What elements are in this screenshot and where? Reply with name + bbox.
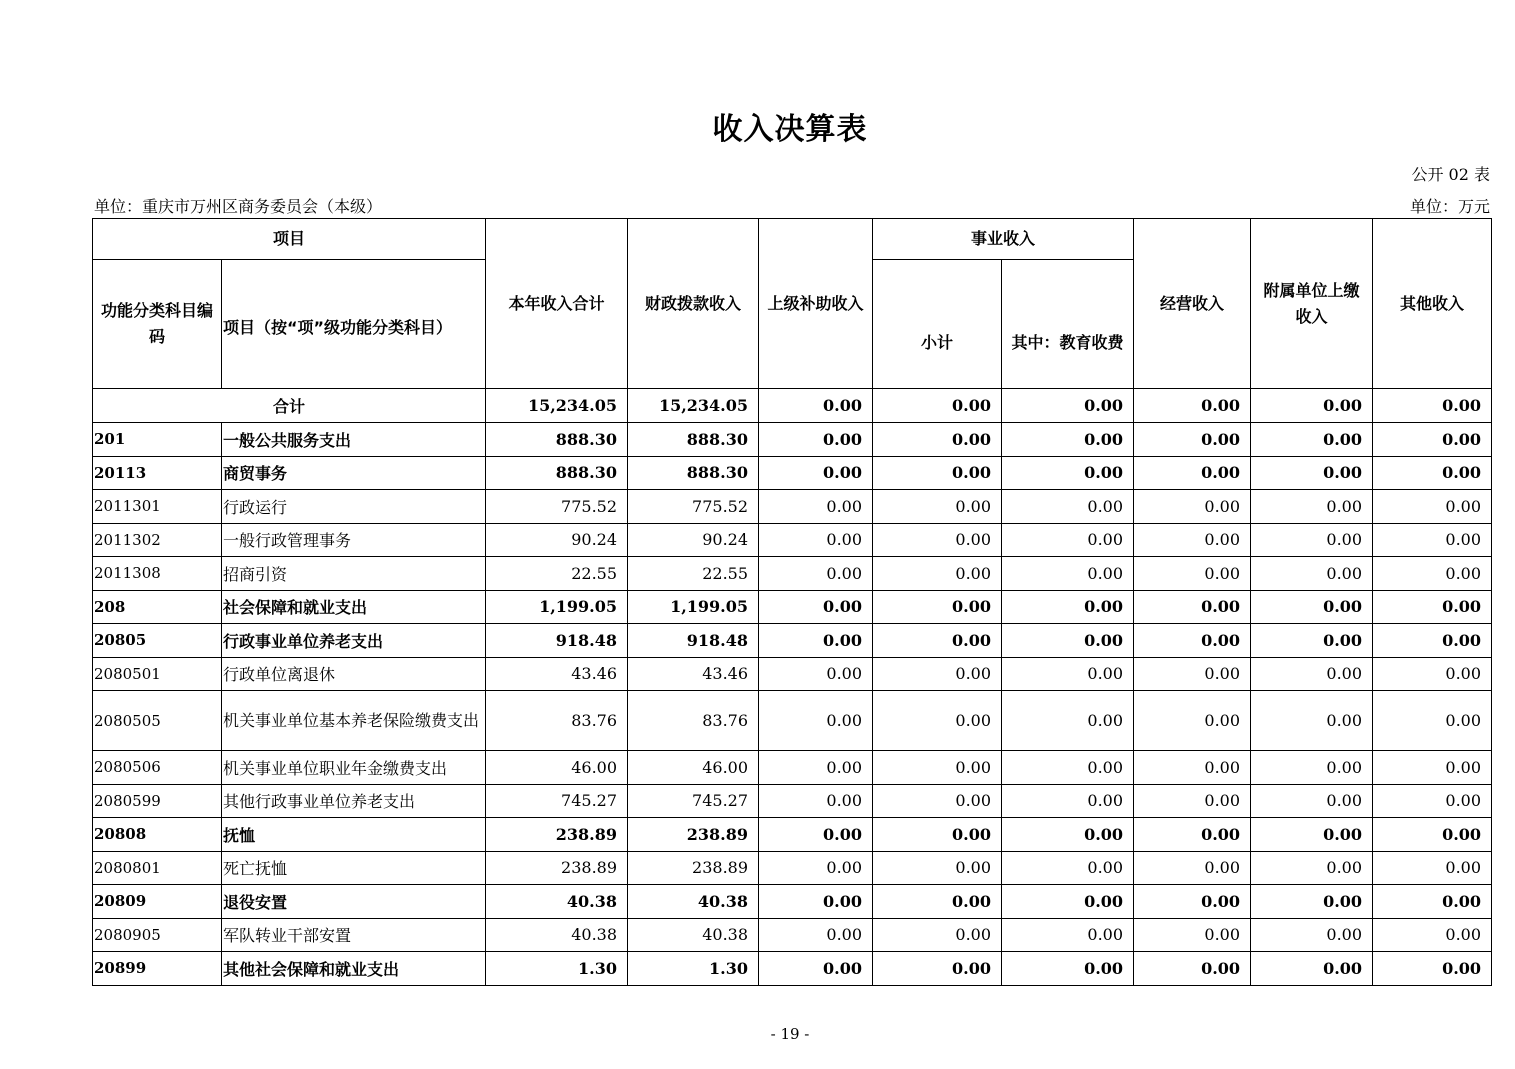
- row-value: 90.24: [486, 523, 628, 557]
- row-value: 90.24: [628, 523, 759, 557]
- row-value: 0.00: [1134, 751, 1251, 785]
- row-value: 918.48: [486, 624, 628, 658]
- row-name: 社会保障和就业支出: [222, 590, 486, 624]
- row-value: 0.00: [759, 851, 873, 885]
- row-value: 0.00: [1134, 590, 1251, 624]
- row-value: 0.00: [1251, 751, 1373, 785]
- table-row: [93, 818, 1492, 852]
- header-subtotal: 小计: [873, 260, 1002, 389]
- row-code: 20113: [93, 456, 222, 490]
- row-value: 0.00: [873, 952, 1002, 986]
- row-value: 0.00: [873, 784, 1002, 818]
- income-table: [92, 218, 1492, 986]
- row-value: 0.00: [1373, 885, 1492, 919]
- row-value: 0.00: [1002, 751, 1134, 785]
- row-value: 0.00: [1002, 490, 1134, 524]
- row-value: 0.00: [1251, 691, 1373, 751]
- row-value: 0.00: [1373, 523, 1492, 557]
- total-cell: 15,234.05: [628, 389, 759, 423]
- row-value: 0.00: [1002, 523, 1134, 557]
- row-value: 0.00: [759, 456, 873, 490]
- table-row: [93, 423, 1492, 457]
- row-value: 0.00: [873, 523, 1002, 557]
- table-row: [93, 657, 1492, 691]
- row-value: 22.55: [486, 557, 628, 591]
- row-value: 0.00: [1134, 691, 1251, 751]
- row-value: 1.30: [486, 952, 628, 986]
- total-cell: 0.00: [1134, 389, 1251, 423]
- row-value: 0.00: [1373, 490, 1492, 524]
- row-value: 0.00: [873, 818, 1002, 852]
- row-value: 0.00: [1251, 851, 1373, 885]
- row-value: 46.00: [628, 751, 759, 785]
- row-value: 0.00: [1134, 423, 1251, 457]
- row-code: 20805: [93, 624, 222, 658]
- row-code: 2080905: [93, 918, 222, 952]
- table-row: [93, 456, 1492, 490]
- row-value: 0.00: [1251, 624, 1373, 658]
- row-value: 0.00: [1002, 624, 1134, 658]
- row-value: 43.46: [486, 657, 628, 691]
- row-value: 0.00: [759, 624, 873, 658]
- row-value: 0.00: [1134, 657, 1251, 691]
- row-value: 0.00: [1002, 423, 1134, 457]
- row-code: 2080599: [93, 784, 222, 818]
- row-value: 0.00: [1373, 751, 1492, 785]
- row-value: 0.00: [1002, 851, 1134, 885]
- header-name: 项目（按“项”级功能分类科目）: [222, 260, 486, 389]
- row-value: 888.30: [486, 423, 628, 457]
- table-row: [93, 490, 1492, 524]
- row-code: 208: [93, 590, 222, 624]
- row-value: 0.00: [1373, 423, 1492, 457]
- row-value: 0.00: [1373, 624, 1492, 658]
- row-value: 0.00: [1373, 918, 1492, 952]
- row-code: 201: [93, 423, 222, 457]
- row-value: 0.00: [1251, 918, 1373, 952]
- row-value: 888.30: [486, 456, 628, 490]
- row-value: 0.00: [1373, 851, 1492, 885]
- row-value: 0.00: [1373, 952, 1492, 986]
- row-value: 888.30: [628, 456, 759, 490]
- row-code: 20809: [93, 885, 222, 919]
- row-value: 0.00: [1134, 456, 1251, 490]
- row-value: 0.00: [1251, 657, 1373, 691]
- row-value: 0.00: [759, 784, 873, 818]
- page-title: 收入决算表: [712, 112, 868, 147]
- header-edu-fee: 其中：教育收费: [1002, 260, 1134, 389]
- row-value: 0.00: [1002, 784, 1134, 818]
- header-business: 事业收入: [873, 219, 1134, 260]
- row-value: 83.76: [486, 691, 628, 751]
- row-value: 0.00: [1134, 918, 1251, 952]
- header-code: 功能分类科目编码: [93, 260, 222, 389]
- row-value: 0.00: [1134, 557, 1251, 591]
- row-name: 行政单位离退休: [222, 657, 486, 691]
- header-superior: 上级补助收入: [759, 219, 873, 389]
- row-value: 1,199.05: [486, 590, 628, 624]
- row-value: 40.38: [486, 885, 628, 919]
- row-value: 0.00: [1373, 456, 1492, 490]
- row-value: 0.00: [1134, 523, 1251, 557]
- row-name: 军队转业干部安置: [222, 918, 486, 952]
- row-value: 918.48: [628, 624, 759, 658]
- table-row: [93, 557, 1492, 591]
- row-value: 0.00: [873, 557, 1002, 591]
- row-value: 0.00: [759, 751, 873, 785]
- row-name: 一般行政管理事务: [222, 523, 486, 557]
- total-cell: 0.00: [873, 389, 1002, 423]
- unit-currency: 单位：万元: [1409, 197, 1490, 216]
- row-value: 0.00: [873, 691, 1002, 751]
- row-value: 0.00: [873, 490, 1002, 524]
- total-cell: 0.00: [1373, 389, 1492, 423]
- row-value: 0.00: [873, 624, 1002, 658]
- row-value: 0.00: [873, 590, 1002, 624]
- unit-organization: 单位：重庆市万州区商务委员会（本级）: [94, 197, 383, 216]
- row-value: 0.00: [873, 423, 1002, 457]
- row-value: 0.00: [1373, 557, 1492, 591]
- header-total-income: 本年收入合计: [486, 219, 628, 389]
- row-value: 0.00: [759, 423, 873, 457]
- header-operating: 经营收入: [1134, 219, 1251, 389]
- row-value: 83.76: [628, 691, 759, 751]
- row-name: 其他行政事业单位养老支出: [222, 784, 486, 818]
- header-affiliate: 附属单位上缴收入: [1251, 219, 1373, 389]
- row-value: 22.55: [628, 557, 759, 591]
- table-row: [93, 624, 1492, 658]
- row-code: 2011308: [93, 557, 222, 591]
- row-name: 行政运行: [222, 490, 486, 524]
- row-code: 2080505: [93, 691, 222, 751]
- row-value: 0.00: [873, 456, 1002, 490]
- row-value: 0.00: [873, 885, 1002, 919]
- table-row: [93, 590, 1492, 624]
- row-value: 0.00: [1251, 490, 1373, 524]
- row-name: 死亡抚恤: [222, 851, 486, 885]
- row-value: 0.00: [1002, 456, 1134, 490]
- row-value: 43.46: [628, 657, 759, 691]
- row-value: 0.00: [1134, 624, 1251, 658]
- table-row: [93, 918, 1492, 952]
- row-value: 0.00: [759, 657, 873, 691]
- row-value: 0.00: [1134, 885, 1251, 919]
- row-value: 0.00: [759, 523, 873, 557]
- total-cell: 0.00: [759, 389, 873, 423]
- row-value: 0.00: [1251, 784, 1373, 818]
- page-number: - 19 -: [770, 1025, 810, 1043]
- row-value: 0.00: [1251, 952, 1373, 986]
- header-project: 项目: [93, 219, 486, 260]
- row-value: 0.00: [1134, 490, 1251, 524]
- row-value: 0.00: [1251, 885, 1373, 919]
- row-name: 退役安置: [222, 885, 486, 919]
- row-value: 0.00: [1251, 818, 1373, 852]
- row-value: 0.00: [1251, 423, 1373, 457]
- total-cell: 0.00: [1251, 389, 1373, 423]
- row-value: 0.00: [759, 557, 873, 591]
- row-value: 0.00: [759, 691, 873, 751]
- row-value: 0.00: [759, 590, 873, 624]
- row-value: 0.00: [1002, 691, 1134, 751]
- header-other: 其他收入: [1373, 219, 1492, 389]
- row-value: 0.00: [759, 885, 873, 919]
- row-value: 0.00: [873, 751, 1002, 785]
- row-value: 0.00: [1134, 818, 1251, 852]
- row-value: 0.00: [759, 918, 873, 952]
- row-value: 238.89: [486, 851, 628, 885]
- row-value: 238.89: [628, 851, 759, 885]
- row-code: 2080501: [93, 657, 222, 691]
- row-name: 其他社会保障和就业支出: [222, 952, 486, 986]
- row-value: 0.00: [1373, 691, 1492, 751]
- row-value: 775.52: [486, 490, 628, 524]
- row-code: 20808: [93, 818, 222, 852]
- row-code: 2011301: [93, 490, 222, 524]
- row-value: 0.00: [1002, 818, 1134, 852]
- table-row: [93, 952, 1492, 986]
- total-row: [93, 389, 1492, 423]
- row-value: 40.38: [486, 918, 628, 952]
- row-value: 0.00: [873, 851, 1002, 885]
- row-value: 0.00: [873, 657, 1002, 691]
- row-value: 0.00: [1002, 590, 1134, 624]
- row-value: 238.89: [628, 818, 759, 852]
- row-value: 0.00: [873, 918, 1002, 952]
- row-name: 招商引资: [222, 557, 486, 591]
- row-value: 0.00: [1134, 851, 1251, 885]
- total-cell: 15,234.05: [486, 389, 628, 423]
- row-value: 0.00: [1134, 784, 1251, 818]
- row-name: 机关事业单位职业年金缴费支出: [222, 751, 486, 785]
- row-value: 0.00: [1251, 590, 1373, 624]
- total-label: 合计: [93, 389, 486, 423]
- row-value: 46.00: [486, 751, 628, 785]
- row-value: 0.00: [1251, 456, 1373, 490]
- row-value: 40.38: [628, 918, 759, 952]
- total-cell: 0.00: [1002, 389, 1134, 423]
- row-name: 机关事业单位基本养老保险缴费支出: [222, 691, 486, 751]
- row-value: 40.38: [628, 885, 759, 919]
- header-fiscal: 财政拨款收入: [628, 219, 759, 389]
- table-row: [93, 523, 1492, 557]
- table-row: [93, 751, 1492, 785]
- row-code: 2011302: [93, 523, 222, 557]
- row-value: 0.00: [759, 490, 873, 524]
- row-value: 0.00: [1373, 657, 1492, 691]
- row-value: 745.27: [628, 784, 759, 818]
- row-value: 0.00: [759, 952, 873, 986]
- row-value: 0.00: [1373, 784, 1492, 818]
- row-name: 行政事业单位养老支出: [222, 624, 486, 658]
- row-code: 2080506: [93, 751, 222, 785]
- row-value: 0.00: [1002, 657, 1134, 691]
- row-value: 0.00: [1002, 952, 1134, 986]
- table-row: [93, 851, 1492, 885]
- row-name: 商贸事务: [222, 456, 486, 490]
- row-value: 0.00: [1002, 557, 1134, 591]
- table-row: [93, 885, 1492, 919]
- row-code: 2080801: [93, 851, 222, 885]
- row-name: 抚恤: [222, 818, 486, 852]
- table-row: [93, 691, 1492, 751]
- row-code: 20899: [93, 952, 222, 986]
- table-row: [93, 784, 1492, 818]
- form-code: 公开 02 表: [1411, 165, 1490, 184]
- row-value: 0.00: [1251, 557, 1373, 591]
- row-value: 0.00: [1373, 818, 1492, 852]
- row-value: 0.00: [1134, 952, 1251, 986]
- row-value: 0.00: [1002, 885, 1134, 919]
- row-value: 775.52: [628, 490, 759, 524]
- row-value: 238.89: [486, 818, 628, 852]
- row-value: 745.27: [486, 784, 628, 818]
- row-value: 888.30: [628, 423, 759, 457]
- row-value: 1,199.05: [628, 590, 759, 624]
- row-value: 0.00: [1002, 918, 1134, 952]
- row-value: 0.00: [1373, 590, 1492, 624]
- row-value: 0.00: [759, 818, 873, 852]
- row-value: 0.00: [1251, 523, 1373, 557]
- row-name: 一般公共服务支出: [222, 423, 486, 457]
- row-value: 1.30: [628, 952, 759, 986]
